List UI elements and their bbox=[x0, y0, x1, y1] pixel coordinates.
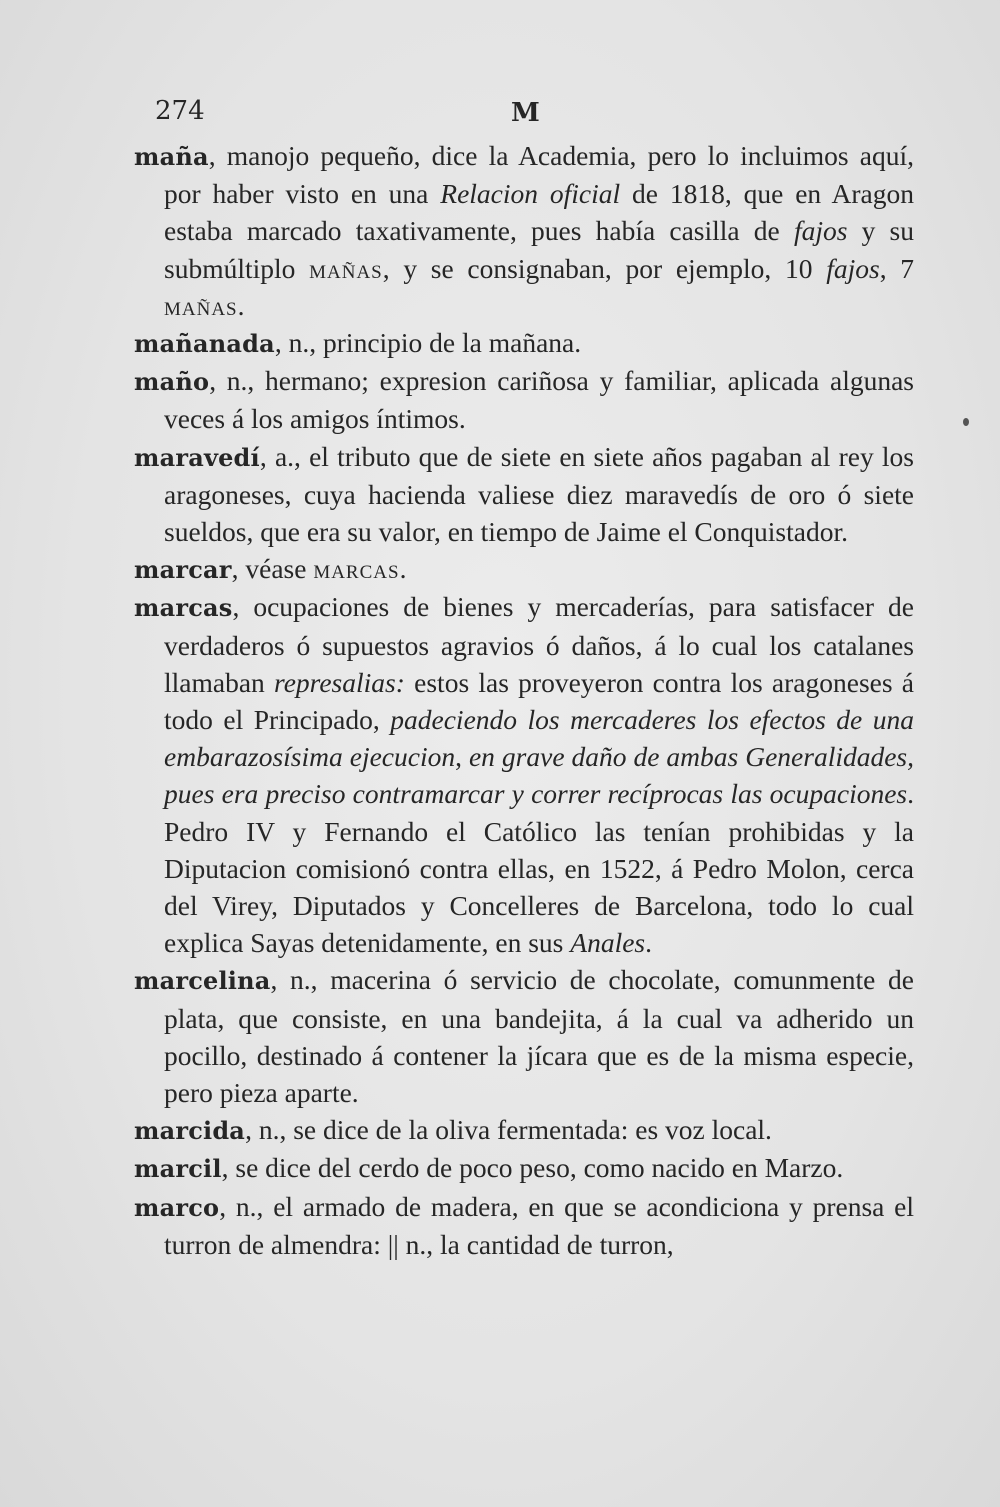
definition-text: . bbox=[237, 289, 245, 321]
headword: maña bbox=[134, 142, 209, 171]
headword: maño bbox=[134, 367, 210, 397]
definition-text: , n., macerina ó servicio de chocolate, comunmente de plata, que consiste, en una bandejita, á la cual va adherido un pocillo, destinado á contener la jícara que es de la misma especie, pero pieza aparte. bbox=[164, 964, 914, 1109]
definition-text: , se dice del cerdo de poco peso, como nacido en Marzo. bbox=[221, 1152, 844, 1184]
definition-text: , y se consignaban, por ejemplo, 10 bbox=[382, 252, 827, 284]
dictionary-text bbox=[134, 137, 914, 1263]
definition-text: de 1818, que en Aragon estaba marcado taxativamente, pues había casilla de bbox=[164, 178, 914, 247]
entry-marcil bbox=[134, 1149, 914, 1187]
definition-text: . bbox=[645, 927, 652, 959]
definition-text: , ocupaciones de bienes y mercaderías, para satisfacer de verdaderos ó supuestos agravios ó daños, á lo cual los catalanes llamaban bbox=[164, 591, 914, 698]
entry-marco bbox=[134, 1188, 914, 1263]
definition-text: , n., hermano; expresion cariñosa y familiar, aplicada algunas veces á los amigos íntimos. bbox=[164, 365, 914, 435]
entry-mananada bbox=[134, 324, 914, 362]
ink-speck bbox=[963, 418, 969, 426]
headword: marco bbox=[134, 1192, 220, 1222]
headword: marcar bbox=[134, 555, 232, 585]
small-caps-reference: mañas bbox=[164, 289, 238, 321]
page-number: 274 bbox=[155, 96, 205, 126]
running-head bbox=[155, 96, 918, 132]
entry-maravedi bbox=[134, 438, 914, 551]
definition-text: y su submúltiplo bbox=[164, 215, 914, 284]
italic-text: represalias: bbox=[274, 666, 405, 698]
section-letter: M bbox=[511, 98, 540, 128]
entry-mana bbox=[134, 137, 914, 324]
definition-text: estos las proveyeron contra los aragoneses á todo el Principado, bbox=[164, 666, 914, 736]
entry-marcas bbox=[134, 588, 914, 961]
entry-marcelina bbox=[134, 961, 914, 1111]
headword: marcelina bbox=[134, 966, 271, 996]
italic-text: Anales bbox=[570, 927, 646, 959]
headword: mañanada bbox=[134, 329, 275, 359]
italic-text: fajos bbox=[826, 252, 880, 284]
italic-text: Relacion oficial bbox=[440, 178, 621, 210]
definition-text: , manojo pequeño, dice la Academia, pero lo incluimos aquí, por haber visto en una bbox=[164, 140, 914, 210]
definition-text: , bbox=[455, 741, 469, 773]
entry-marcar bbox=[134, 550, 914, 588]
headword: marcil bbox=[134, 1154, 222, 1184]
small-caps-reference: marcas bbox=[313, 553, 400, 585]
headword: marcida bbox=[134, 1116, 246, 1146]
entry-marcida bbox=[134, 1111, 914, 1149]
italic-text: padeciendo los mercaderes los efectos de una embarazosísima ejecucion bbox=[164, 704, 915, 773]
headword: maravedí bbox=[134, 442, 260, 472]
definition-text: , n., principio de la mañana. bbox=[274, 327, 582, 359]
definition-text: , 7 bbox=[879, 252, 915, 284]
headword: marcas bbox=[134, 593, 233, 623]
definition-text: , véase bbox=[231, 553, 314, 585]
entry-mano bbox=[134, 362, 914, 437]
definition-text: , n., se dice de la oliva fermentada: es voz local. bbox=[245, 1114, 772, 1146]
definition-text: . bbox=[399, 553, 407, 585]
definition-text: . Pedro IV y Fernando el Católico las tenían prohibidas y la Diputacion comisionó contra ellas, en 1522, á Pedro Molon, cerca del Virey, Diputados y Concelleres de Barcelona, todo lo cual explica Sayas detenidamente, en sus bbox=[164, 778, 914, 959]
italic-text: fajos bbox=[793, 215, 848, 247]
small-caps-reference: mañas bbox=[309, 252, 383, 284]
italic-text: en grave daño de ambas Generalidades, pues era preciso contramarcar y correr recíprocas las ocupaciones bbox=[164, 741, 915, 810]
definition-text: , a., el tributo que de siete en siete años pagaban al rey los aragoneses, cuya hacienda valiese diez maravedís de oro ó siete sueldos, que era su valor, en tiempo de Jaime el Conquistador. bbox=[164, 440, 914, 548]
definition-text: , n., el armado de madera, en que se acondiciona y prensa el turron de almendra: || n., la cantidad de turron, bbox=[164, 1190, 914, 1260]
